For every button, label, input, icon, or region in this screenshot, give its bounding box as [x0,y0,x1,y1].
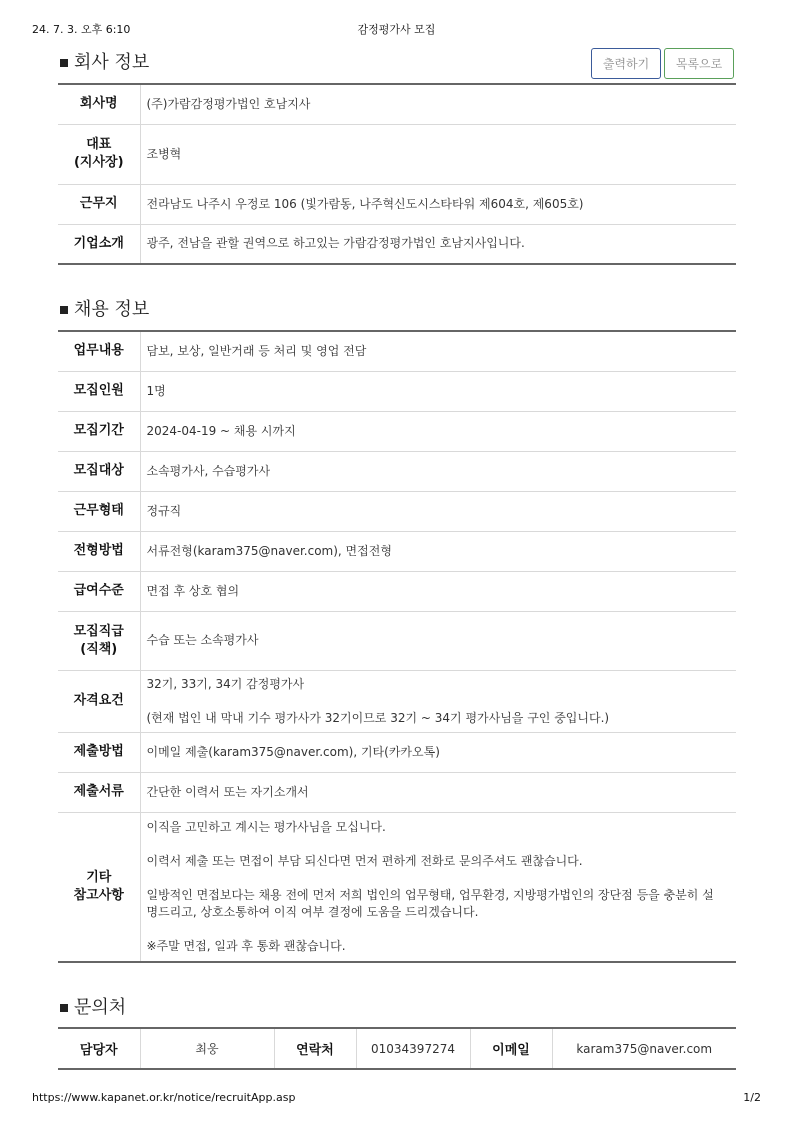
row-label: 업무내용 [58,331,140,371]
print-footer [32,1091,761,1105]
row-label: 급여수준 [58,571,140,611]
table-row [58,1028,736,1069]
row-label: 제출서류 [58,772,140,812]
contact-title-text: 문의처 [74,997,127,1018]
table-row [58,124,736,184]
row-label: 제출방법 [58,732,140,772]
table-row [58,491,736,531]
value-line: 일방적인 면접보다는 채용 전에 먼저 저희 법인의 업무형태, 업무환경, 지방평가법인의 장단점 등을 충분히 설명드리고, 상호소통하여 이직 여부 결정에 도움을 드리겠습니다. [146,887,714,919]
row-value: 조병혁 [140,124,736,184]
back-to-list-button[interactable]: 목록으로 [664,48,734,79]
value-line: 32기, 33기, 34기 감정평가사 [146,676,305,691]
table-row [58,411,736,451]
company-info-table [58,83,736,265]
page-number: 1/2 [743,1091,761,1104]
square-bullet-icon [60,59,68,67]
value-line: (현재 법인 내 막내 기수 평가사가 32기이므로 32기 ~ 34기 평가사님을 구인 중입니다.) [146,710,610,725]
email-label: 이메일 [470,1028,552,1069]
value-line: 이력서 제출 또는 면접이 부담 되신다면 먼저 편하게 전화로 문의주셔도 괜찮습니다. [146,853,583,868]
row-value: 2024-04-19 ~ 채용 시까지 [140,411,736,451]
table-row [58,571,736,611]
label-line: 기타 참고사항 [73,869,124,903]
phone-label: 연락처 [274,1028,356,1069]
table-row [58,772,736,812]
recruit-section-title [60,295,149,321]
row-value: 면접 후 상호 협의 [140,571,736,611]
email-value: karam375@naver.com [552,1028,736,1069]
manager-value: 최웅 [140,1028,274,1069]
table-row [58,371,736,411]
value-line: ※주말 면접, 일과 후 통화 괜찮습니다. [146,938,346,953]
row-label: 모집대상 [58,451,140,491]
square-bullet-icon [60,306,68,314]
company-section-title [60,48,149,74]
row-value [140,812,736,962]
row-label: 기업소개 [58,224,140,264]
manager-label: 담당자 [79,1043,118,1058]
table-row [58,670,736,732]
row-value [140,670,736,732]
row-value: (주)가람감정평가법인 호남지사 [146,96,311,111]
row-label [58,124,140,184]
row-label: 전형방법 [58,531,140,571]
print-title: 감정평가사 모집 [357,23,436,36]
phone-value: 01034397274 [356,1028,470,1069]
table-row [58,611,736,670]
print-button[interactable]: 출력하기 [591,48,661,79]
row-label [58,812,140,962]
print-header [32,21,761,35]
contact-table [58,1027,736,1070]
label-line: 모집직급 (직책) [73,623,124,657]
row-label: 근무지 [58,184,140,224]
row-value: 정규직 [140,491,736,531]
label-line: 대표 (지사장) [73,137,124,170]
recruit-title-text: 채용 정보 [74,299,150,320]
row-value: 광주, 전남을 관할 권역으로 하고있는 가람감정평가법인 호남지사입니다. [140,224,736,264]
value-line: 이직을 고민하고 계시는 평가사님을 모십니다. [146,819,386,834]
row-label: 모집인원 [58,371,140,411]
row-value: 전라남도 나주시 우정로 106 (빛가람동, 나주혁신도시스타타워 제604호, 제605호) [140,184,736,224]
table-row [58,331,736,371]
table-row [58,812,736,962]
row-value: 간단한 이력서 또는 자기소개서 [140,772,736,812]
row-label: 자격요건 [58,670,140,732]
print-url: https://www.kapanet.or.kr/notice/recruitApp.asp [32,1091,296,1104]
row-value: 소속평가사, 수습평가사 [140,451,736,491]
company-title-text: 회사 정보 [74,52,150,73]
table-row [58,84,736,124]
row-label: 모집기간 [58,411,140,451]
table-row [58,451,736,491]
table-row [58,732,736,772]
row-label [58,611,140,670]
row-value: 담보, 보상, 일반거래 등 처리 및 영업 전담 [146,343,367,358]
recruit-info-table [58,330,736,963]
print-date: 24. 7. 3. 오후 6:10 [32,23,131,36]
row-value: 서류전형(karam375@naver.com), 면접전형 [140,531,736,571]
table-row [58,531,736,571]
table-row [58,184,736,224]
row-value: 수습 또는 소속평가사 [140,611,736,670]
table-row [58,224,736,264]
row-value: 1명 [140,371,736,411]
square-bullet-icon [60,1004,68,1012]
contact-section-title [60,993,126,1019]
row-label: 근무형태 [58,491,140,531]
row-value: 이메일 제출(karam375@naver.com), 기타(카카오톡) [140,732,736,772]
row-label: 회사명 [58,84,140,124]
